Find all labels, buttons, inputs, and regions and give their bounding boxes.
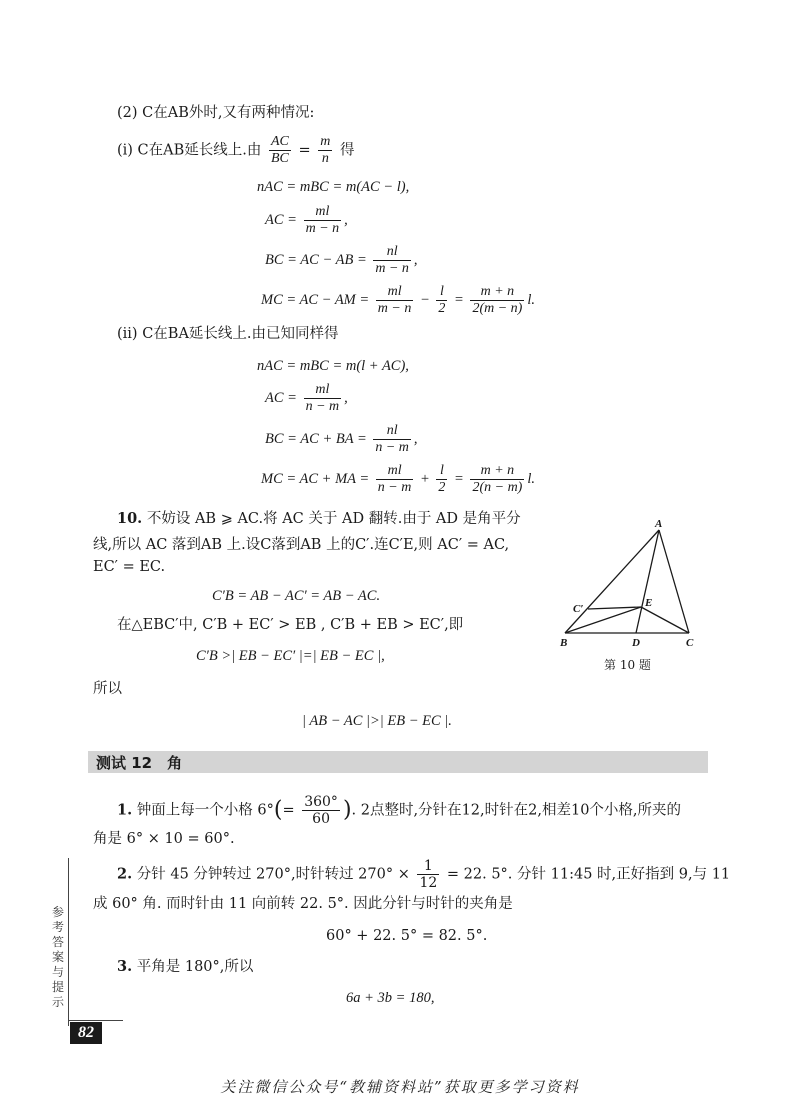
page-rule <box>68 1020 123 1021</box>
case1-eq4: MC = AC − AM = $\frac{ml}{m - n}$ − $\frac{l}{2}$ = $\frac{m + n}{2(m - n)}$ l. <box>261 284 535 316</box>
q1-line2: 角是 6° × 10 = 60°. <box>93 831 235 847</box>
q10-eq3: | AB − AC |>| EB − EC |. <box>302 713 452 729</box>
page-number: 82 <box>70 1022 102 1044</box>
case1-ratio-frac: $\frac{AC}{BC}$ <box>271 134 289 166</box>
label-C: C <box>686 637 694 649</box>
q2-number: 2. <box>117 865 133 883</box>
label-B: B <box>560 637 568 649</box>
section-title: 测试 12 角 <box>96 754 183 772</box>
figure-caption: 第 10 题 <box>604 658 651 672</box>
q2-line1: 2. 分针 45 分钟转过 270°,时针转过 270° × $\frac{1}{12}$ = 22. 5°. 分针 11:45 时,正好指到 9,与 11 <box>117 858 731 891</box>
q2-line2: 成 60° 角. 而时针由 11 向前转 22. 5°. 因此分针与时针的夹角是 <box>93 896 513 912</box>
case1-eq1: nAC = mBC = m(AC − l), <box>257 179 410 195</box>
q10-line3: EC′ = EC. <box>93 559 166 575</box>
q3-line1: 3. 平角是 180°,所以 <box>117 958 254 975</box>
seg-AC <box>659 530 689 633</box>
sidebar-rule <box>68 858 69 1026</box>
case1-eq2: AC = $\frac{ml}{m - n}$ , <box>265 204 348 236</box>
case2-eq3: BC = AC + BA = $\frac{nl}{n - m}$ , <box>265 423 418 455</box>
seg-CpE <box>588 607 641 609</box>
case2-eq2: AC = $\frac{ml}{n - m}$ , <box>265 382 348 414</box>
q1-number: 1. <box>117 801 133 819</box>
case1-eq3: BC = AC − AB = $\frac{nl}{m - n}$ , <box>265 244 418 276</box>
label-D: D <box>632 637 640 649</box>
footer-watermark: 关注微信公众号“教辅资料站”获取更多学习资料 <box>220 1078 580 1096</box>
label-E: E <box>645 597 653 609</box>
sidebar-label: 参考答案与提示 <box>51 905 64 1009</box>
q10-line2: 线,所以 AC 落到AB 上.设C落到AB 上的C′.连C′E,则 AC′ = AC, <box>93 537 510 553</box>
part2-heading: (2) C在AB外时,又有两种情况: <box>117 105 315 121</box>
q3-number: 3. <box>117 958 133 975</box>
label-A: A <box>655 518 663 530</box>
q10-line5: 所以 <box>93 681 122 697</box>
case1-rhs-frac: $\frac{m}{n}$ <box>320 134 331 166</box>
case1-intro: (i) C在AB延长线上.由 <box>117 142 262 159</box>
label-Cprime: C′ <box>573 603 584 615</box>
seg-EC <box>641 607 689 633</box>
case1-intro-line: (i) C在AB延长线上.由 $\frac{AC}{BC}$ = $\frac{m}{n}$ 得 <box>117 134 355 166</box>
q3-eq: 6a + 3b = 180, <box>346 990 435 1006</box>
q10-figure <box>555 520 705 650</box>
q2-eq: 60° + 22. 5° = 82. 5°. <box>326 928 488 944</box>
q10-line1: 10. 不妨设 AB ⩾ AC.将 AC 关于 AD 翻转.由于 AD 是角平分 <box>117 510 521 527</box>
q10-eq2: C′B >| EB − EC′ |=| EB − EC |, <box>196 648 385 664</box>
q1-line1: 1. 钟面上每一个小格 6°(= $\frac{360^\circ}{60}$ ). 2点整时,分针在12,时针在2,相差10个小格,所夹的 <box>117 794 682 827</box>
seg-AD <box>636 530 659 633</box>
q10-eq1: C′B = AB − AC′ = AB − AC. <box>212 588 381 604</box>
q10-number: 10. <box>117 510 143 527</box>
case2-eq1: nAC = mBC = m(l + AC), <box>257 358 409 374</box>
case2-intro: (ii) C在BA延长线上.由已知同样得 <box>117 326 339 342</box>
case1-tail: 得 <box>340 142 355 159</box>
q10-line4: 在△EBC′中, C′B + EC′ > EB , C′B + EB > EC′,即 <box>117 617 464 633</box>
case2-eq4: MC = AC + MA = $\frac{ml}{n - m}$ + $\frac{l}{2}$ = $\frac{m + n}{2(n - m)}$ l. <box>261 463 535 495</box>
